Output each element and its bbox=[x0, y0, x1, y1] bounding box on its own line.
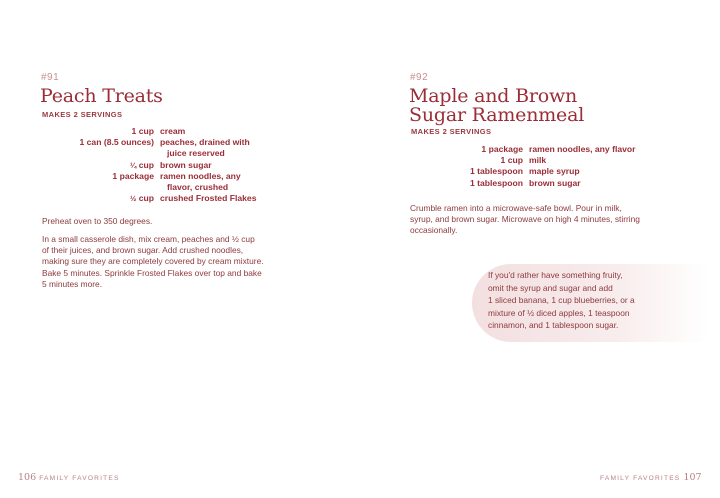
ingredient-item: crushed Frosted Flakes bbox=[160, 193, 257, 204]
ingredient-row bbox=[0, 126, 256, 137]
ingredient-item: ramen noodles, any flavor bbox=[529, 144, 636, 154]
ingredient-item-line: flavor, crushed bbox=[167, 182, 229, 193]
instruction-paragraph bbox=[42, 234, 342, 290]
recipe-title-line: Maple and Brown bbox=[409, 85, 578, 107]
instruction-paragraph bbox=[410, 203, 710, 237]
instruction-line: Crumble ramen into a microwave-safe bowl. Pour in milk, bbox=[410, 203, 622, 213]
ingredient-item-line: ramen noodles, any bbox=[160, 170, 241, 181]
ingredient-qty: 1 can (8.5 ounces) bbox=[79, 137, 154, 148]
ingredient-qty: 1 package bbox=[481, 144, 523, 154]
ingredient-qty: 1 cup bbox=[131, 126, 154, 136]
ingredient-item: brown sugar bbox=[529, 177, 581, 188]
instruction-line: occasionally. bbox=[410, 225, 458, 236]
instruction-line: Bake 5 minutes. Sprinkle Frosted Flakes over top and bake bbox=[42, 267, 262, 278]
tip-line: cinnamon, and 1 tablespoon sugar. bbox=[488, 320, 619, 330]
fraction-glyph: ½ bbox=[129, 194, 137, 204]
instruction-line: 5 minutes more. bbox=[42, 278, 103, 289]
ingredient-qty: ¼ cup bbox=[129, 159, 154, 170]
instruction-line: In a small casserole dish, mix cream, peaches and ½ cup bbox=[42, 234, 255, 244]
page-footer bbox=[600, 472, 702, 483]
ingredient-qty: 1 tablespoon bbox=[469, 177, 523, 188]
recipe-title-line: Sugar Ramenmeal bbox=[409, 104, 585, 126]
ingredient-item bbox=[160, 137, 250, 159]
ingredient-list bbox=[0, 126, 256, 204]
ingredient-qty: ½ cup bbox=[129, 193, 154, 204]
servings-label: MAKES 2 SERVINGS bbox=[411, 127, 492, 136]
ingredient-item: brown sugar bbox=[160, 159, 212, 170]
ingredient-row bbox=[0, 137, 256, 159]
section-name: FAMILY FAVORITES bbox=[39, 475, 120, 482]
ingredient-row bbox=[360, 178, 636, 189]
ingredient-row bbox=[0, 193, 256, 204]
fraction-glyph: ¼ bbox=[129, 160, 137, 170]
section-name: FAMILY FAVORITES bbox=[600, 475, 681, 482]
ingredient-item: milk bbox=[529, 155, 547, 166]
tip-line: omit the syrup and sugar and add bbox=[488, 282, 613, 293]
instruction-line: of their juices, and brown sugar. Add crushed noodles, bbox=[42, 245, 244, 256]
page-number: 107 bbox=[683, 472, 702, 483]
tip-line: 1 sliced banana, 1 cup blueberries, or a bbox=[488, 295, 635, 305]
ingredient-item-line: peaches, drained with bbox=[160, 137, 250, 148]
instruction-paragraph: Preheat oven to 350 degrees. bbox=[42, 216, 153, 226]
right-page bbox=[360, 0, 720, 498]
tip-text bbox=[488, 269, 663, 332]
ingredient-row bbox=[360, 166, 636, 177]
tip-line: mixture of ½ diced apples, 1 teaspoon bbox=[488, 307, 630, 318]
servings-label: MAKES 2 SERVINGS bbox=[42, 110, 123, 119]
tip-box bbox=[472, 264, 708, 342]
recipe-number: #91 bbox=[41, 72, 60, 83]
ingredient-row bbox=[360, 155, 636, 166]
ingredient-qty: 1 tablespoon bbox=[469, 166, 523, 177]
ingredient-qty: 1 cup bbox=[500, 155, 523, 166]
page-footer bbox=[18, 472, 120, 483]
recipe-number: #92 bbox=[410, 72, 429, 83]
tip-line: If you'd rather have something fruity, bbox=[488, 270, 623, 280]
page-number: 106 bbox=[18, 472, 37, 483]
recipe-title bbox=[409, 87, 584, 125]
ingredient-qty: 1 package bbox=[112, 170, 154, 181]
ingredient-row bbox=[360, 144, 636, 155]
ingredient-item bbox=[160, 171, 241, 193]
instruction-line: making sure they are completely covered by cream mixture. bbox=[42, 256, 264, 267]
ingredient-row bbox=[0, 160, 256, 171]
instruction-line: syrup, and brown sugar. Microwave on high 4 minutes, stirring bbox=[410, 214, 640, 225]
ingredient-row bbox=[0, 171, 256, 193]
ingredient-list bbox=[360, 144, 636, 189]
recipe-title: Peach Treats bbox=[40, 85, 163, 107]
ingredient-item: maple syrup bbox=[529, 166, 580, 177]
ingredient-item-line: juice reserved bbox=[167, 148, 225, 159]
ingredient-item: cream bbox=[160, 126, 186, 136]
